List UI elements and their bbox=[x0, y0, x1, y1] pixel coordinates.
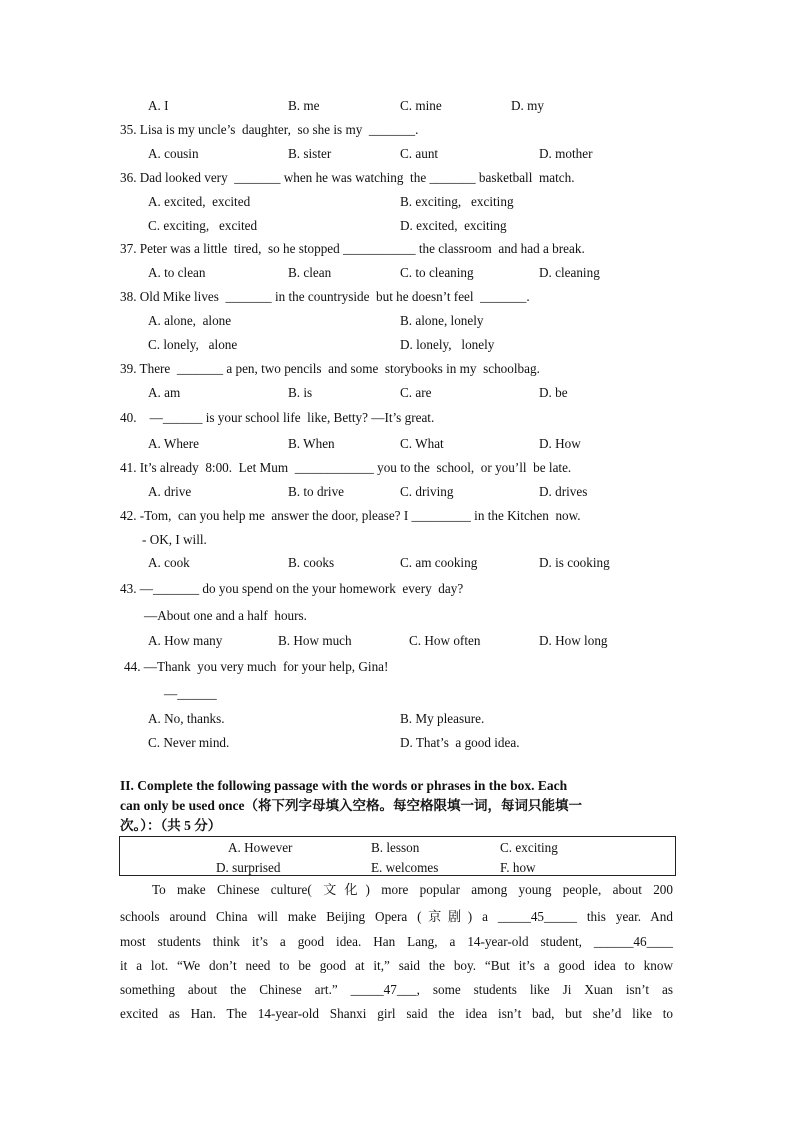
question-43-reply: —About one and a half hours. bbox=[144, 608, 307, 623]
q39-option-b[interactable]: B. is bbox=[288, 385, 313, 400]
q38-option-a[interactable]: A. alone, alone bbox=[148, 313, 232, 328]
question-43-stem: 43. —_______ do you spend on the your homework every day? bbox=[120, 581, 464, 596]
q35-option-a[interactable]: A. cousin bbox=[148, 146, 199, 161]
q41-option-a[interactable]: A. drive bbox=[148, 484, 192, 499]
q39-option-c[interactable]: C. are bbox=[400, 385, 432, 400]
q35-option-c[interactable]: C. aunt bbox=[400, 146, 439, 161]
word-option-f: F. how bbox=[500, 860, 536, 875]
word-box bbox=[119, 836, 676, 876]
word-option-e: E. welcomes bbox=[371, 860, 439, 875]
q42-option-b[interactable]: B. cooks bbox=[288, 555, 335, 570]
cloze-passage bbox=[120, 882, 673, 1032]
question-37-stem: 37. Peter was a little tired, so he stopped ___________ the classroom and had a break. bbox=[120, 241, 585, 256]
q36-option-d[interactable]: D. excited, exciting bbox=[400, 218, 507, 233]
q38-option-d[interactable]: D. lonely, lonely bbox=[400, 337, 495, 352]
q39-option-a[interactable]: A. am bbox=[148, 385, 181, 400]
q34-option-a[interactable]: A. I bbox=[148, 98, 169, 113]
question-42-reply: - OK, I will. bbox=[142, 532, 207, 547]
question-35-stem: 35. Lisa is my uncle’s daughter, so she is my _______. bbox=[120, 122, 419, 137]
passage-line: it a lot. “We don’t need to be good at it,” said the boy. “But it’s a good idea to know bbox=[120, 958, 673, 973]
question-40-stem: 40. —______ is your school life like, Betty? —It’s great. bbox=[120, 410, 435, 425]
passage-line: excited as Han. The 14-year-old Shanxi girl said the idea isn’t bad, but she’d like to bbox=[120, 1006, 673, 1021]
section-2-title-line-3: 次。）：（共 5 分） bbox=[120, 818, 222, 833]
question-41-stem: 41. It’s already 8:00. Let Mum ____________ you to the school, or you’ll be late. bbox=[120, 460, 572, 475]
q38-option-c[interactable]: C. lonely, alone bbox=[148, 337, 238, 352]
q44-option-d[interactable]: D. That’s a good idea. bbox=[400, 735, 520, 750]
q42-option-c[interactable]: C. am cooking bbox=[400, 555, 478, 570]
passage-line: most students think it’s a good idea. Han Lang, a 14-year-old student, ______46____ bbox=[120, 934, 673, 949]
q44-option-a[interactable]: A. No, thanks. bbox=[148, 711, 225, 726]
q39-option-d[interactable]: D. be bbox=[539, 385, 568, 400]
q36-option-b[interactable]: B. exciting, exciting bbox=[400, 194, 514, 209]
q40-option-a[interactable]: A. Where bbox=[148, 436, 200, 451]
q37-option-b[interactable]: B. clean bbox=[288, 265, 332, 280]
question-44-stem: 44. —Thank you very much for your help, Gina! bbox=[124, 659, 389, 674]
q37-option-d[interactable]: D. cleaning bbox=[539, 265, 600, 280]
q41-option-c[interactable]: C. driving bbox=[400, 484, 454, 499]
q43-option-b[interactable]: B. How much bbox=[278, 633, 352, 648]
q42-option-a[interactable]: A. cook bbox=[148, 555, 190, 570]
word-option-a: A. However bbox=[228, 840, 293, 855]
passage-line: something about the Chinese art.” _____47___, some students like Ji Xuan isn’t as bbox=[120, 982, 673, 997]
q37-option-c[interactable]: C. to cleaning bbox=[400, 265, 474, 280]
q43-option-a[interactable]: A. How many bbox=[148, 633, 223, 648]
section-2-title-line-1: II. Complete the following passage with the words or phrases in the box. Each bbox=[120, 778, 568, 793]
word-option-c: C. exciting bbox=[500, 840, 558, 855]
q34-option-b[interactable]: B. me bbox=[288, 98, 320, 113]
passage-line: schools around China will make Beijing Opera (京剧) a _____45_____ this year. And bbox=[120, 909, 673, 924]
q43-option-d[interactable]: D. How long bbox=[539, 633, 608, 648]
word-option-d: D. surprised bbox=[216, 860, 281, 875]
question-36-stem: 36. Dad looked very _______ when he was watching the _______ basketball match. bbox=[120, 170, 575, 185]
q40-option-b[interactable]: B. When bbox=[288, 436, 335, 451]
question-39-stem: 39. There _______ a pen, two pencils and some storybooks in my schoolbag. bbox=[120, 361, 540, 376]
word-option-b: B. lesson bbox=[371, 840, 420, 855]
q43-option-c[interactable]: C. How often bbox=[409, 633, 481, 648]
q41-option-b[interactable]: B. to drive bbox=[288, 484, 345, 499]
question-42-stem: 42. -Tom, can you help me answer the door, please? I _________ in the Kitchen now. bbox=[120, 508, 581, 523]
passage-line: To make Chinese culture( 文化) more popular among young people, about 200 bbox=[152, 882, 673, 897]
question-38-stem: 38. Old Mike lives _______ in the countryside but he doesn’t feel _______. bbox=[120, 289, 530, 304]
q40-option-d[interactable]: D. How bbox=[539, 436, 581, 451]
q41-option-d[interactable]: D. drives bbox=[539, 484, 588, 499]
q35-option-d[interactable]: D. mother bbox=[539, 146, 593, 161]
q44-option-b[interactable]: B. My pleasure. bbox=[400, 711, 485, 726]
q34-option-d[interactable]: D. my bbox=[511, 98, 544, 113]
question-44-reply: —______ bbox=[164, 686, 217, 701]
q37-option-a[interactable]: A. to clean bbox=[148, 265, 206, 280]
q36-option-c[interactable]: C. exciting, excited bbox=[148, 218, 258, 233]
q40-option-c[interactable]: C. What bbox=[400, 436, 444, 451]
q42-option-d[interactable]: D. is cooking bbox=[539, 555, 610, 570]
q35-option-b[interactable]: B. sister bbox=[288, 146, 332, 161]
q36-option-a[interactable]: A. excited, excited bbox=[148, 194, 251, 209]
q44-option-c[interactable]: C. Never mind. bbox=[148, 735, 230, 750]
section-2-title-line-2: can only be used once（将下列字母填入空格。每空格限填一词，每词只能填一 bbox=[120, 798, 583, 813]
q34-option-c[interactable]: C. mine bbox=[400, 98, 442, 113]
q38-option-b[interactable]: B. alone, lonely bbox=[400, 313, 484, 328]
